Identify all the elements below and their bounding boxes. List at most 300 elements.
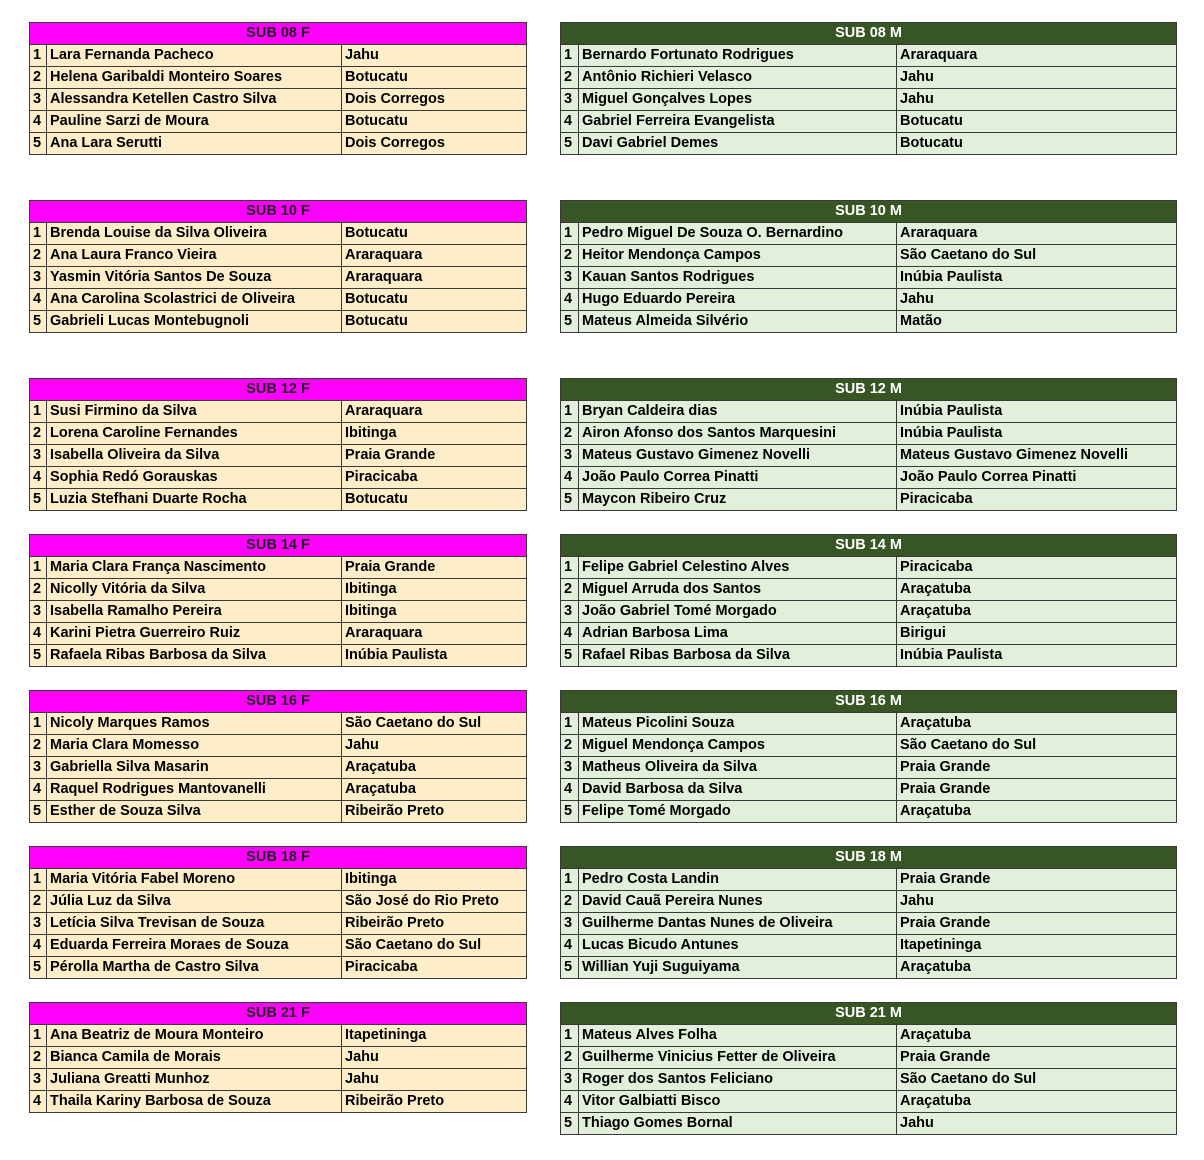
city-cell: Jahu (342, 1069, 527, 1091)
athlete-name-cell: Isabella Oliveira da Silva (47, 445, 342, 467)
city-cell: Jahu (897, 891, 1177, 913)
athlete-name-cell: Karini Pietra Guerreiro Ruiz (47, 623, 342, 645)
rank-cell: 2 (561, 735, 579, 757)
table-row (30, 645, 527, 667)
category-title: SUB 21 M (561, 1003, 1177, 1025)
athlete-name-cell: Gabriel Ferreira Evangelista (579, 111, 897, 133)
table-row (561, 601, 1177, 623)
rank-cell: 5 (30, 489, 47, 511)
rank-cell: 2 (30, 423, 47, 445)
city-cell: Inúbia Paulista (897, 423, 1177, 445)
rank-cell: 3 (30, 89, 47, 111)
city-cell: Botucatu (342, 67, 527, 89)
table-row (30, 957, 527, 979)
rank-cell: 4 (30, 779, 47, 801)
rank-cell: 2 (561, 245, 579, 267)
rank-cell: 5 (561, 1113, 579, 1135)
rank-cell: 3 (561, 445, 579, 467)
city-cell: Araraquara (897, 223, 1177, 245)
athlete-name-cell: Letícia Silva Trevisan de Souza (47, 913, 342, 935)
city-cell: Inúbia Paulista (897, 267, 1177, 289)
athlete-name-cell: Brenda Louise da Silva Oliveira (47, 223, 342, 245)
rank-cell: 4 (30, 111, 47, 133)
athlete-name-cell: Lucas Bicudo Antunes (579, 935, 897, 957)
table-row (561, 401, 1177, 423)
athlete-name-cell: Bianca Camila de Morais (47, 1047, 342, 1069)
athlete-name-cell: Thiago Gomes Bornal (579, 1113, 897, 1135)
athlete-name-cell: David Barbosa da Silva (579, 779, 897, 801)
city-cell: Mateus Gustavo Gimenez Novelli (897, 445, 1177, 467)
rank-cell: 3 (30, 913, 47, 935)
table-row (30, 1069, 527, 1091)
rank-cell: 3 (561, 601, 579, 623)
athlete-name-cell: Davi Gabriel Demes (579, 133, 897, 155)
city-cell: Praia Grande (897, 779, 1177, 801)
table-row (30, 1025, 527, 1047)
table-row (561, 45, 1177, 67)
table-row (561, 801, 1177, 823)
table-row (30, 757, 527, 779)
city-cell: Botucatu (342, 311, 527, 333)
athlete-name-cell: Airon Afonso dos Santos Marquesini (579, 423, 897, 445)
athlete-name-cell: Isabella Ramalho Pereira (47, 601, 342, 623)
category-title: SUB 12 F (30, 379, 527, 401)
rank-cell: 5 (561, 957, 579, 979)
table-row (561, 579, 1177, 601)
athlete-name-cell: Lara Fernanda Pacheco (47, 45, 342, 67)
city-cell: Inúbia Paulista (342, 645, 527, 667)
rank-cell: 1 (30, 869, 47, 891)
rank-cell: 4 (561, 623, 579, 645)
city-cell: Araçatuba (897, 1025, 1177, 1047)
table-row (30, 869, 527, 891)
table-row (561, 557, 1177, 579)
athlete-name-cell: Yasmin Vitória Santos De Souza (47, 267, 342, 289)
table-row (561, 713, 1177, 735)
rank-cell: 3 (30, 757, 47, 779)
rank-cell: 1 (30, 713, 47, 735)
rank-cell: 5 (30, 645, 47, 667)
city-cell: Botucatu (342, 223, 527, 245)
athlete-name-cell: Júlia Luz da Silva (47, 891, 342, 913)
table-row (561, 779, 1177, 801)
athlete-name-cell: Willian Yuji Suguiyama (579, 957, 897, 979)
athlete-name-cell: Vitor Galbiatti Bisco (579, 1091, 897, 1113)
city-cell: Matão (897, 311, 1177, 333)
rank-cell: 2 (30, 1047, 47, 1069)
table-row (30, 557, 527, 579)
city-cell: Jahu (342, 1047, 527, 1069)
ranking-table-f16 (29, 690, 527, 823)
athlete-name-cell: Bryan Caldeira dias (579, 401, 897, 423)
rank-cell: 4 (30, 623, 47, 645)
rank-cell: 4 (561, 935, 579, 957)
rank-cell: 5 (561, 489, 579, 511)
athlete-name-cell: Pérolla Martha de Castro Silva (47, 957, 342, 979)
city-cell: Botucatu (897, 111, 1177, 133)
athlete-name-cell: Helena Garibaldi Monteiro Soares (47, 67, 342, 89)
city-cell: Jahu (897, 1113, 1177, 1135)
table-row (30, 801, 527, 823)
table-row (30, 579, 527, 601)
rank-cell: 2 (30, 245, 47, 267)
category-title: SUB 14 M (561, 535, 1177, 557)
city-cell: Ibitinga (342, 869, 527, 891)
ranking-table-m08 (560, 22, 1177, 155)
city-cell: Jahu (342, 735, 527, 757)
table-row (561, 735, 1177, 757)
category-title: SUB 18 F (30, 847, 527, 869)
table-row (561, 757, 1177, 779)
athlete-name-cell: Susi Firmino da Silva (47, 401, 342, 423)
city-cell: Araçatuba (897, 1091, 1177, 1113)
athlete-name-cell: Maria Clara França Nascimento (47, 557, 342, 579)
athlete-name-cell: Mateus Alves Folha (579, 1025, 897, 1047)
category-title: SUB 08 F (30, 23, 527, 45)
table-row (30, 245, 527, 267)
ranking-table-f14 (29, 534, 527, 667)
rank-cell: 5 (561, 311, 579, 333)
table-row (30, 289, 527, 311)
rank-cell: 3 (30, 267, 47, 289)
table-row (30, 67, 527, 89)
category-title: SUB 12 M (561, 379, 1177, 401)
city-cell: Araçatuba (897, 801, 1177, 823)
category-title: SUB 21 F (30, 1003, 527, 1025)
city-cell: São Caetano do Sul (897, 1069, 1177, 1091)
rank-cell: 2 (561, 891, 579, 913)
rank-cell: 3 (561, 757, 579, 779)
athlete-name-cell: Gabrieli Lucas Montebugnoli (47, 311, 342, 333)
city-cell: Dois Corregos (342, 133, 527, 155)
table-row (561, 89, 1177, 111)
city-cell: Araraquara (342, 401, 527, 423)
rank-cell: 1 (561, 1025, 579, 1047)
city-cell: Araçatuba (897, 601, 1177, 623)
category-title: SUB 16 M (561, 691, 1177, 713)
city-cell: Jahu (897, 67, 1177, 89)
city-cell: São José do Rio Preto (342, 891, 527, 913)
city-cell: Ibitinga (342, 601, 527, 623)
category-title: SUB 10 M (561, 201, 1177, 223)
city-cell: Piracicaba (897, 557, 1177, 579)
city-cell: Botucatu (342, 111, 527, 133)
table-row (30, 89, 527, 111)
rank-cell: 3 (561, 1069, 579, 1091)
ranking-table-m18 (560, 846, 1177, 979)
athlete-name-cell: David Cauã Pereira Nunes (579, 891, 897, 913)
table-row (561, 245, 1177, 267)
rank-cell: 1 (561, 401, 579, 423)
city-cell: Praia Grande (342, 557, 527, 579)
athlete-name-cell: Guilherme Vinicius Fetter de Oliveira (579, 1047, 897, 1069)
rank-cell: 4 (30, 289, 47, 311)
athlete-name-cell: Luzia Stefhani Duarte Rocha (47, 489, 342, 511)
city-cell: Jahu (897, 89, 1177, 111)
city-cell: São Caetano do Sul (897, 245, 1177, 267)
city-cell: Praia Grande (897, 869, 1177, 891)
city-cell: Piracicaba (897, 489, 1177, 511)
rank-cell: 1 (561, 223, 579, 245)
city-cell: Ibitinga (342, 423, 527, 445)
athlete-name-cell: Pedro Miguel De Souza O. Bernardino (579, 223, 897, 245)
city-cell: Inúbia Paulista (897, 645, 1177, 667)
rank-cell: 1 (561, 557, 579, 579)
table-row (30, 601, 527, 623)
athlete-name-cell: Rafael Ribas Barbosa da Silva (579, 645, 897, 667)
athlete-name-cell: Felipe Gabriel Celestino Alves (579, 557, 897, 579)
category-title: SUB 18 M (561, 847, 1177, 869)
city-cell: Ribeirão Preto (342, 801, 527, 823)
table-row (30, 445, 527, 467)
athlete-name-cell: Gabriella Silva Masarin (47, 757, 342, 779)
rank-cell: 4 (30, 935, 47, 957)
table-row (30, 1091, 527, 1113)
athlete-name-cell: João Gabriel Tomé Morgado (579, 601, 897, 623)
city-cell: Botucatu (897, 133, 1177, 155)
category-title: SUB 10 F (30, 201, 527, 223)
table-row (561, 423, 1177, 445)
rank-cell: 3 (30, 1069, 47, 1091)
rank-cell: 4 (561, 1091, 579, 1113)
rank-cell: 1 (561, 713, 579, 735)
table-row (561, 1025, 1177, 1047)
rank-cell: 4 (30, 1091, 47, 1113)
rank-cell: 3 (30, 601, 47, 623)
athlete-name-cell: Ana Carolina Scolastrici de Oliveira (47, 289, 342, 311)
athlete-name-cell: Kauan Santos Rodrigues (579, 267, 897, 289)
city-cell: Araçatuba (897, 713, 1177, 735)
table-row (561, 1047, 1177, 1069)
category-title: SUB 16 F (30, 691, 527, 713)
ranking-table-m12 (560, 378, 1177, 511)
rank-cell: 5 (30, 311, 47, 333)
table-row (561, 489, 1177, 511)
city-cell: Ribeirão Preto (342, 1091, 527, 1113)
ranking-table-m10 (560, 200, 1177, 333)
athlete-name-cell: Juliana Greatti Munhoz (47, 1069, 342, 1091)
rank-cell: 4 (561, 289, 579, 311)
rank-cell: 4 (561, 467, 579, 489)
athlete-name-cell: Maria Vitória Fabel Moreno (47, 869, 342, 891)
athlete-name-cell: Mateus Gustavo Gimenez Novelli (579, 445, 897, 467)
athlete-name-cell: Ana Laura Franco Vieira (47, 245, 342, 267)
rank-cell: 2 (561, 423, 579, 445)
city-cell: Praia Grande (897, 757, 1177, 779)
city-cell: Araçatuba (342, 757, 527, 779)
city-cell: Araraquara (342, 623, 527, 645)
rank-cell: 3 (561, 267, 579, 289)
athlete-name-cell: Heitor Mendonça Campos (579, 245, 897, 267)
table-row (30, 623, 527, 645)
rank-cell: 1 (30, 1025, 47, 1047)
table-row (30, 1047, 527, 1069)
rank-cell: 2 (30, 735, 47, 757)
athlete-name-cell: Nicoly Marques Ramos (47, 713, 342, 735)
city-cell: João Paulo Correa Pinatti (897, 467, 1177, 489)
table-row (30, 735, 527, 757)
rank-cell: 5 (561, 801, 579, 823)
table-row (561, 311, 1177, 333)
city-cell: São Caetano do Sul (897, 735, 1177, 757)
rank-cell: 2 (561, 67, 579, 89)
rank-cell: 5 (30, 957, 47, 979)
table-row (561, 891, 1177, 913)
rank-cell: 5 (30, 133, 47, 155)
table-row (561, 467, 1177, 489)
city-cell: Jahu (897, 289, 1177, 311)
athlete-name-cell: Thaila Kariny Barbosa de Souza (47, 1091, 342, 1113)
ranking-table-f08 (29, 22, 527, 155)
table-row (561, 1113, 1177, 1135)
rank-cell: 2 (561, 1047, 579, 1069)
table-row (30, 913, 527, 935)
city-cell: Araçatuba (342, 779, 527, 801)
city-cell: Botucatu (342, 489, 527, 511)
athlete-name-cell: Mateus Almeida Silvério (579, 311, 897, 333)
athlete-name-cell: Ana Lara Serutti (47, 133, 342, 155)
rank-cell: 1 (561, 869, 579, 891)
table-row (561, 289, 1177, 311)
athlete-name-cell: Sophia Redó Gorauskas (47, 467, 342, 489)
ranking-table-f18 (29, 846, 527, 979)
table-row (561, 1069, 1177, 1091)
ranking-table-f21 (29, 1002, 527, 1113)
athlete-name-cell: Miguel Mendonça Campos (579, 735, 897, 757)
athlete-name-cell: Roger dos Santos Feliciano (579, 1069, 897, 1091)
rank-cell: 5 (30, 801, 47, 823)
table-row (30, 45, 527, 67)
table-row (30, 467, 527, 489)
city-cell: Itapetininga (897, 935, 1177, 957)
athlete-name-cell: Lorena Caroline Fernandes (47, 423, 342, 445)
table-row (561, 67, 1177, 89)
athlete-name-cell: João Paulo Correa Pinatti (579, 467, 897, 489)
athlete-name-cell: Nicolly Vitória da Silva (47, 579, 342, 601)
ranking-table-m21 (560, 1002, 1177, 1135)
athlete-name-cell: Guilherme Dantas Nunes de Oliveira (579, 913, 897, 935)
ranking-table-f10 (29, 200, 527, 333)
athlete-name-cell: Esther de Souza Silva (47, 801, 342, 823)
table-row (30, 489, 527, 511)
city-cell: Jahu (342, 45, 527, 67)
athlete-name-cell: Maria Clara Momesso (47, 735, 342, 757)
table-row (30, 133, 527, 155)
ranking-table-m16 (560, 690, 1177, 823)
city-cell: Inúbia Paulista (897, 401, 1177, 423)
rank-cell: 1 (30, 45, 47, 67)
athlete-name-cell: Miguel Gonçalves Lopes (579, 89, 897, 111)
city-cell: Ibitinga (342, 579, 527, 601)
rank-cell: 3 (561, 89, 579, 111)
rank-cell: 5 (561, 645, 579, 667)
athlete-name-cell: Felipe Tomé Morgado (579, 801, 897, 823)
rank-cell: 3 (30, 445, 47, 467)
athlete-name-cell: Rafaela Ribas Barbosa da Silva (47, 645, 342, 667)
rank-cell: 2 (30, 891, 47, 913)
table-row (561, 623, 1177, 645)
table-row (30, 779, 527, 801)
table-row (561, 957, 1177, 979)
table-row (30, 311, 527, 333)
ranking-table-f12 (29, 378, 527, 511)
athlete-name-cell: Antônio Richieri Velasco (579, 67, 897, 89)
rank-cell: 3 (561, 913, 579, 935)
table-row (30, 223, 527, 245)
city-cell: Praia Grande (897, 1047, 1177, 1069)
table-row (561, 645, 1177, 667)
city-cell: São Caetano do Sul (342, 935, 527, 957)
rank-cell: 1 (30, 557, 47, 579)
city-cell: Birigui (897, 623, 1177, 645)
table-row (561, 445, 1177, 467)
table-row (561, 111, 1177, 133)
city-cell: Piracicaba (342, 467, 527, 489)
athlete-name-cell: Pedro Costa Landin (579, 869, 897, 891)
table-row (30, 111, 527, 133)
table-row (561, 1091, 1177, 1113)
city-cell: São Caetano do Sul (342, 713, 527, 735)
city-cell: Praia Grande (897, 913, 1177, 935)
table-row (30, 401, 527, 423)
rank-cell: 4 (561, 111, 579, 133)
rank-cell: 1 (30, 401, 47, 423)
rank-cell: 5 (561, 133, 579, 155)
rank-cell: 4 (30, 467, 47, 489)
city-cell: Ribeirão Preto (342, 913, 527, 935)
athlete-name-cell: Miguel Arruda dos Santos (579, 579, 897, 601)
athlete-name-cell: Ana Beatriz de Moura Monteiro (47, 1025, 342, 1047)
athlete-name-cell: Hugo Eduardo Pereira (579, 289, 897, 311)
city-cell: Araraquara (342, 267, 527, 289)
athlete-name-cell: Bernardo Fortunato Rodrigues (579, 45, 897, 67)
city-cell: Praia Grande (342, 445, 527, 467)
table-row (30, 423, 527, 445)
rank-cell: 2 (30, 67, 47, 89)
athlete-name-cell: Mateus Picolini Souza (579, 713, 897, 735)
table-row (30, 713, 527, 735)
table-row (561, 223, 1177, 245)
table-row (561, 935, 1177, 957)
city-cell: Araraquara (342, 245, 527, 267)
city-cell: Botucatu (342, 289, 527, 311)
athlete-name-cell: Matheus Oliveira da Silva (579, 757, 897, 779)
city-cell: Dois Corregos (342, 89, 527, 111)
rank-cell: 4 (561, 779, 579, 801)
city-cell: Araraquara (897, 45, 1177, 67)
table-row (561, 869, 1177, 891)
table-row (561, 133, 1177, 155)
table-row (30, 891, 527, 913)
athlete-name-cell: Alessandra Ketellen Castro Silva (47, 89, 342, 111)
city-cell: Itapetininga (342, 1025, 527, 1047)
athlete-name-cell: Eduarda Ferreira Moraes de Souza (47, 935, 342, 957)
ranking-table-m14 (560, 534, 1177, 667)
rank-cell: 1 (30, 223, 47, 245)
rank-cell: 2 (30, 579, 47, 601)
category-title: SUB 08 M (561, 23, 1177, 45)
athlete-name-cell: Raquel Rodrigues Mantovanelli (47, 779, 342, 801)
table-row (561, 267, 1177, 289)
athlete-name-cell: Pauline Sarzi de Moura (47, 111, 342, 133)
table-row (30, 935, 527, 957)
rank-cell: 2 (561, 579, 579, 601)
city-cell: Araçatuba (897, 579, 1177, 601)
table-row (30, 267, 527, 289)
athlete-name-cell: Maycon Ribeiro Cruz (579, 489, 897, 511)
athlete-name-cell: Adrian Barbosa Lima (579, 623, 897, 645)
city-cell: Araçatuba (897, 957, 1177, 979)
